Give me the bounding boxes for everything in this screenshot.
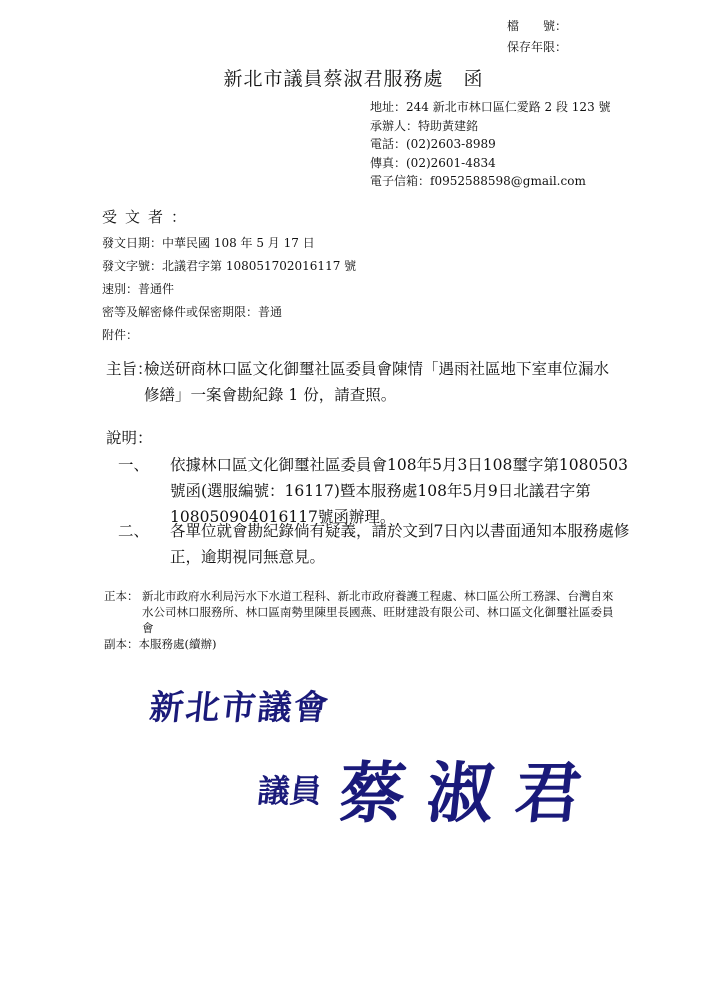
item-number: 一、: [118, 456, 150, 474]
council-seal: 新北市議會: [147, 688, 332, 728]
subject-label: 主旨：: [106, 360, 153, 378]
classification: 密等及解密條件或保密期限：普通: [102, 305, 283, 319]
retention-period-label: 保存年限：: [506, 40, 567, 54]
recipient-label: 受文者：: [102, 208, 195, 226]
contact-handler: 承辦人：特助黃建銘: [370, 118, 479, 133]
description-label: 說明：: [106, 429, 153, 447]
delivery-speed: 速別：普通件: [102, 282, 175, 296]
cc-recipients: 新北市政府水利局污水下水道工程科、新北市政府養護工程處、林口區公所工務課、台灣自來水公司林口服務所、林口區南勢里陳里長國燕、旺財建設有限公司、林口區文化御璽社區委員會: [142, 589, 614, 635]
contact-address: 地址：244 新北市林口區仁愛路 2 段 123 號: [370, 100, 611, 114]
copy-recipients: 副本：本服務處(續辦): [104, 637, 217, 651]
contact-block: [370, 98, 611, 191]
item-number: 二、: [118, 522, 150, 540]
contact-phone: 電話：(02)2603-8989: [370, 137, 496, 151]
cc-label: 正本：: [104, 589, 139, 603]
subject-section: [106, 356, 626, 416]
description-item: [118, 518, 638, 578]
document-meta: [102, 232, 356, 347]
file-number-label: 檔 號：: [506, 19, 567, 33]
issue-date: 發文日期：中華民國 108 年 5 月 17 日: [102, 236, 315, 250]
cc-section: [104, 588, 624, 638]
attachment: 附件：: [102, 328, 139, 342]
contact-email: 電子信箱：f0952588598@gmail.com: [370, 174, 586, 188]
item-text: 各單位就會勘紀錄倘有疑義，請於文到7日內以書面通知本服務處修正，逾期視同無意見。: [170, 522, 630, 566]
member-name-seal: 蔡淑君: [335, 755, 608, 832]
subject-text: 檢送研商林口區文化御璽社區委員會陳情「遇雨社區地下室車位漏水修繕」一案會勘紀錄 1 份，請查照。: [144, 360, 610, 404]
member-title-seal: 議員: [255, 772, 324, 810]
contact-fax: 傳真：(02)2601-4834: [370, 155, 496, 170]
document-title: 新北市議員蔡淑君服務處 函: [223, 68, 484, 90]
doc-number: 發文字號：北議君字第 108051702016117 號: [102, 259, 357, 273]
item-text: 依據林口區文化御璽社區委員會108年5月3日108璽字第1080503號函(選服編號：16117)暨本服務處108年5月9日北議君字第108050904016117號函辦理。: [170, 456, 628, 526]
